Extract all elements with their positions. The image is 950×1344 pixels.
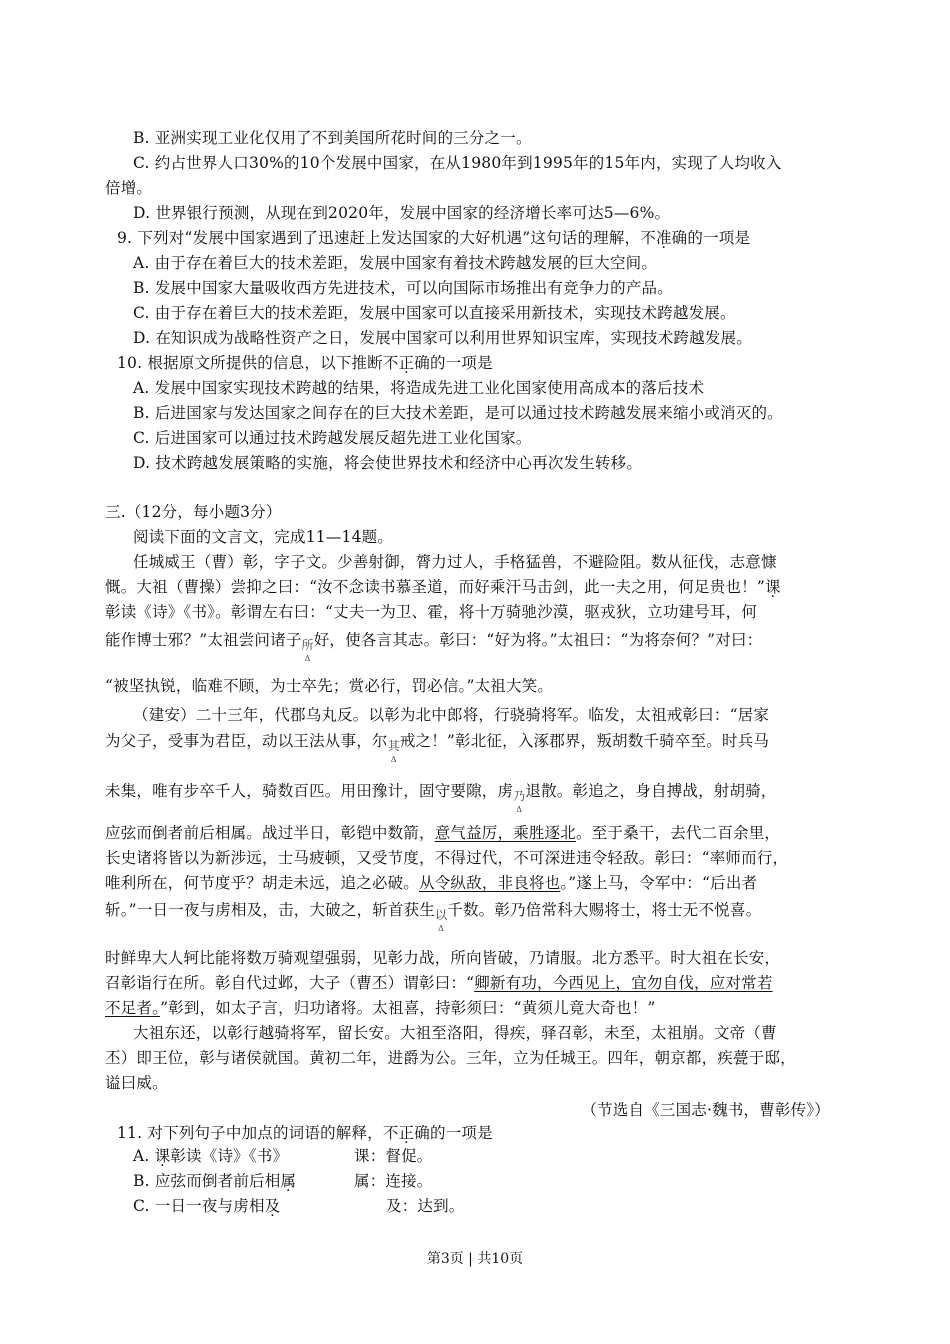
q8-option-c-line1: C. 约占世界人口30%的10个发展中国家，在从1980年到1995年的15年内，实现了人均收入 [133,154,782,172]
q9-option-b: B. 发展中国家大量吸收西方先进技术，可以向国际市场推出有竞争力的产品。 [133,279,673,297]
passage-p3-line3: 谥曰威。 [105,1074,168,1092]
q10-option-a: A. 发展中国家实现技术跨越的结果，将造成先进工业化国家使用高成本的落后技术 [133,379,705,397]
underlined-sentence-1: 意气益厉，乘胜逐北 [434,824,577,842]
q10-stem-emphasis: 不正确 [382,354,430,372]
q9-option-d: D. 在知识成为战略性资产之日，发展中国家可以利用世界知识宝库，实现技术跨越发展。 [133,329,752,347]
passage-p2-line3: 未集，唯有步卒千人，骑数百匹。用田豫计，固守要隙，虏乃 Δ退散。彰追之，身自搏战，射胡骑， [105,781,777,806]
q11-option-a-explanation: 课：督促。 [354,1147,433,1165]
q11-option-b-dotted: 属 [280,1172,297,1190]
passage-p2-line6: 唯利所在，何节度乎？胡走未远，追之必破。从令纵敌，非良将也。”遂上马，令军中：“后出者 [105,874,758,892]
passage-p1-line1: 任城威王（曹）彰，字子文。少善射御，膂力过人，手格猛兽，不避险阻。数从征伐，志意慷 [133,553,777,571]
passage-p1-line3: 彰读《诗》《书》。彰谓左右曰：“丈夫一为卫、霍，将十万骑驰沙漠，驱戎狄，立功建号耳，何 [105,603,758,621]
q11-option-c-explanation: 及：达到。 [386,1197,465,1215]
marked-word-yi: 以 Δ [435,905,447,925]
underlined-sentence-2: 从令纵敌，非良将也 [419,874,561,892]
passage-p2-line7: 斩。”一日一夜与虏相及，击，大破之，斩首获生以 Δ千数。彰乃倍常科大赐将士，将士无不悦喜。 [105,900,761,925]
passage-p2-line5: 长史诸将皆以为新涉远，士马疲顿，又受节度，不得过代，不可深进违令轻敌。彰曰：“率师而行， [105,849,789,867]
q9-option-a: A. 由于存在着巨大的技术差距，发展中国家有着技术跨越发展的巨大空间。 [133,254,658,272]
page-footer: 第3页 | 共10页 [426,1251,524,1267]
passage-source: （节选自《三国志·魏书，曹彰传》） [581,1101,830,1119]
q9-stem [117,228,750,248]
passage-p2-line4: 应弦而倒者前后相属。战过半日，彰铠中数箭，意气益厉，乘胜逐北。至于桑干，去代二百余里， [105,824,781,842]
underlined-sentence-3-end: 不足者。 [105,999,161,1017]
passage-p3-line1: 大祖东还，以彰行越骑将军，留长安。大祖至洛阳，得疾，驿召彰，未至，太祖崩。文帝（曹 [133,1024,777,1042]
q8-option-d: D. 世界银行预测，从现在到2020年，发展中国家的经济增长率可达5—6%。 [133,204,671,222]
section3-header: 三.（12分，每小题3分） [105,503,282,521]
passage-p2-line2: 为父子，受事为君臣，动以王法从事，尔其 Δ戒之！”彰北征，入涿郡界，叛胡数千骑卒至。时兵马 [105,731,769,756]
section3-instruction: 阅读下面的文言文，完成11—14题。 [133,528,394,546]
passage-p1-line4: 能作博士邪？”太祖尝问诸子所 Δ好，使各言其志。彰曰：“好为将。”太祖曰：“为将奈何？”对曰： [105,630,762,655]
marked-word-nai: 乃 Δ [513,786,525,806]
q10-option-d: D. 技术跨越发展策略的实施，将会使世界技术和经济中心再次发生转移。 [133,454,643,472]
passage-p3-line2: 丕）即王位，彰与诸侯就国。黄初二年，进爵为公。三年，立为任城王。四年，朝京都，疾甍于邸， [105,1049,796,1067]
q11-option-b-explanation: 属：连接。 [354,1172,433,1190]
q11-option-b: B. 应弦而倒者前后相属 [133,1172,297,1190]
passage-p2-line10: 不足者。”彰到，如太子言，归功诸将。太祖喜，持彰须曰：“黄须儿竟大奇也！” [105,999,656,1017]
q11-option-c-dotted: 及 [264,1197,281,1215]
underlined-sentence-3: 卿新有功，今西见上，宜勿自伐，应对常若 [474,974,773,992]
q10-stem-text: 10. 根据原文所提供的信息，以下推断 [117,354,383,372]
q10-stem [117,353,493,373]
passage-p1-line2: 慨。大祖（曹操）尝抑之曰：“汝不念读书慕圣道，而好乘汗马击剑，此一夫之用，何足贵也！”课 [105,578,781,596]
passage-p2-line9: 召彰诣行在所。彰自代过邺，大子（曹丕）谓彰曰：“卿新有功，今西见上，宜勿自伐，应对常若 [105,974,773,992]
q9-option-c: C. 由于存在着巨大的技术差距，发展中国家可以直接采用新技术，实现技术跨越发展。 [133,304,736,322]
passage-p2-line8: 时鲜卑大人轲比能将数万骑观望强弱，见彰力战，所向皆破，乃请服。北方悉平。时大祖在长安， [105,949,781,967]
passage-p2-line1: （建安）二十三年，代郡乌丸反。以彰为北中郎将，行骁骑将军。临发，太祖戒彰曰：“居家 [133,706,770,724]
q10-option-b: B. 后进国家与发达国家之间存在的巨大技术差距，是可以通过技术跨越发展来缩小或消灭的。 [133,404,783,422]
passage-p1-line5: “被坚执锐，临难不顾，为士卒先；赏必行，罚必信。”太祖大笑。 [105,677,554,695]
q11-option-a-dotted: 课 [154,1147,171,1165]
marked-word-suo: 所 Δ [302,635,314,655]
dotted-word-ke: 课 [764,578,781,596]
q10-stem-end: 的一项是 [430,354,493,372]
q11-stem: 11. 对下列句子中加点的词语的解释，不正确的一项是 [117,1124,493,1142]
q8-option-c-line2: 倍增。 [105,179,153,197]
q9-stem-emphasis: 不准确 [640,229,688,247]
q11-option-a: A. 课彰读《诗》《书》 [133,1147,289,1165]
q11-option-c: C. 一日一夜与虏相及 [133,1197,281,1215]
q8-option-b: B. 亚洲实现工业化仅用了不到美国所花时间的三分之一。 [133,129,532,147]
q9-stem-end: 的一项是 [687,229,751,247]
q11-stem-emphasis: 不正确 [382,1124,430,1142]
q9-stem-text: 9. 下列对“发展中国家遇到了迅速赶上发达国家的大好机遇”这句话的理解， [117,229,641,247]
marked-word-qi: 其 Δ [388,736,400,756]
q10-option-c: C. 后进国家可以通过技术跨越发展反超先进工业化国家。 [133,429,532,447]
